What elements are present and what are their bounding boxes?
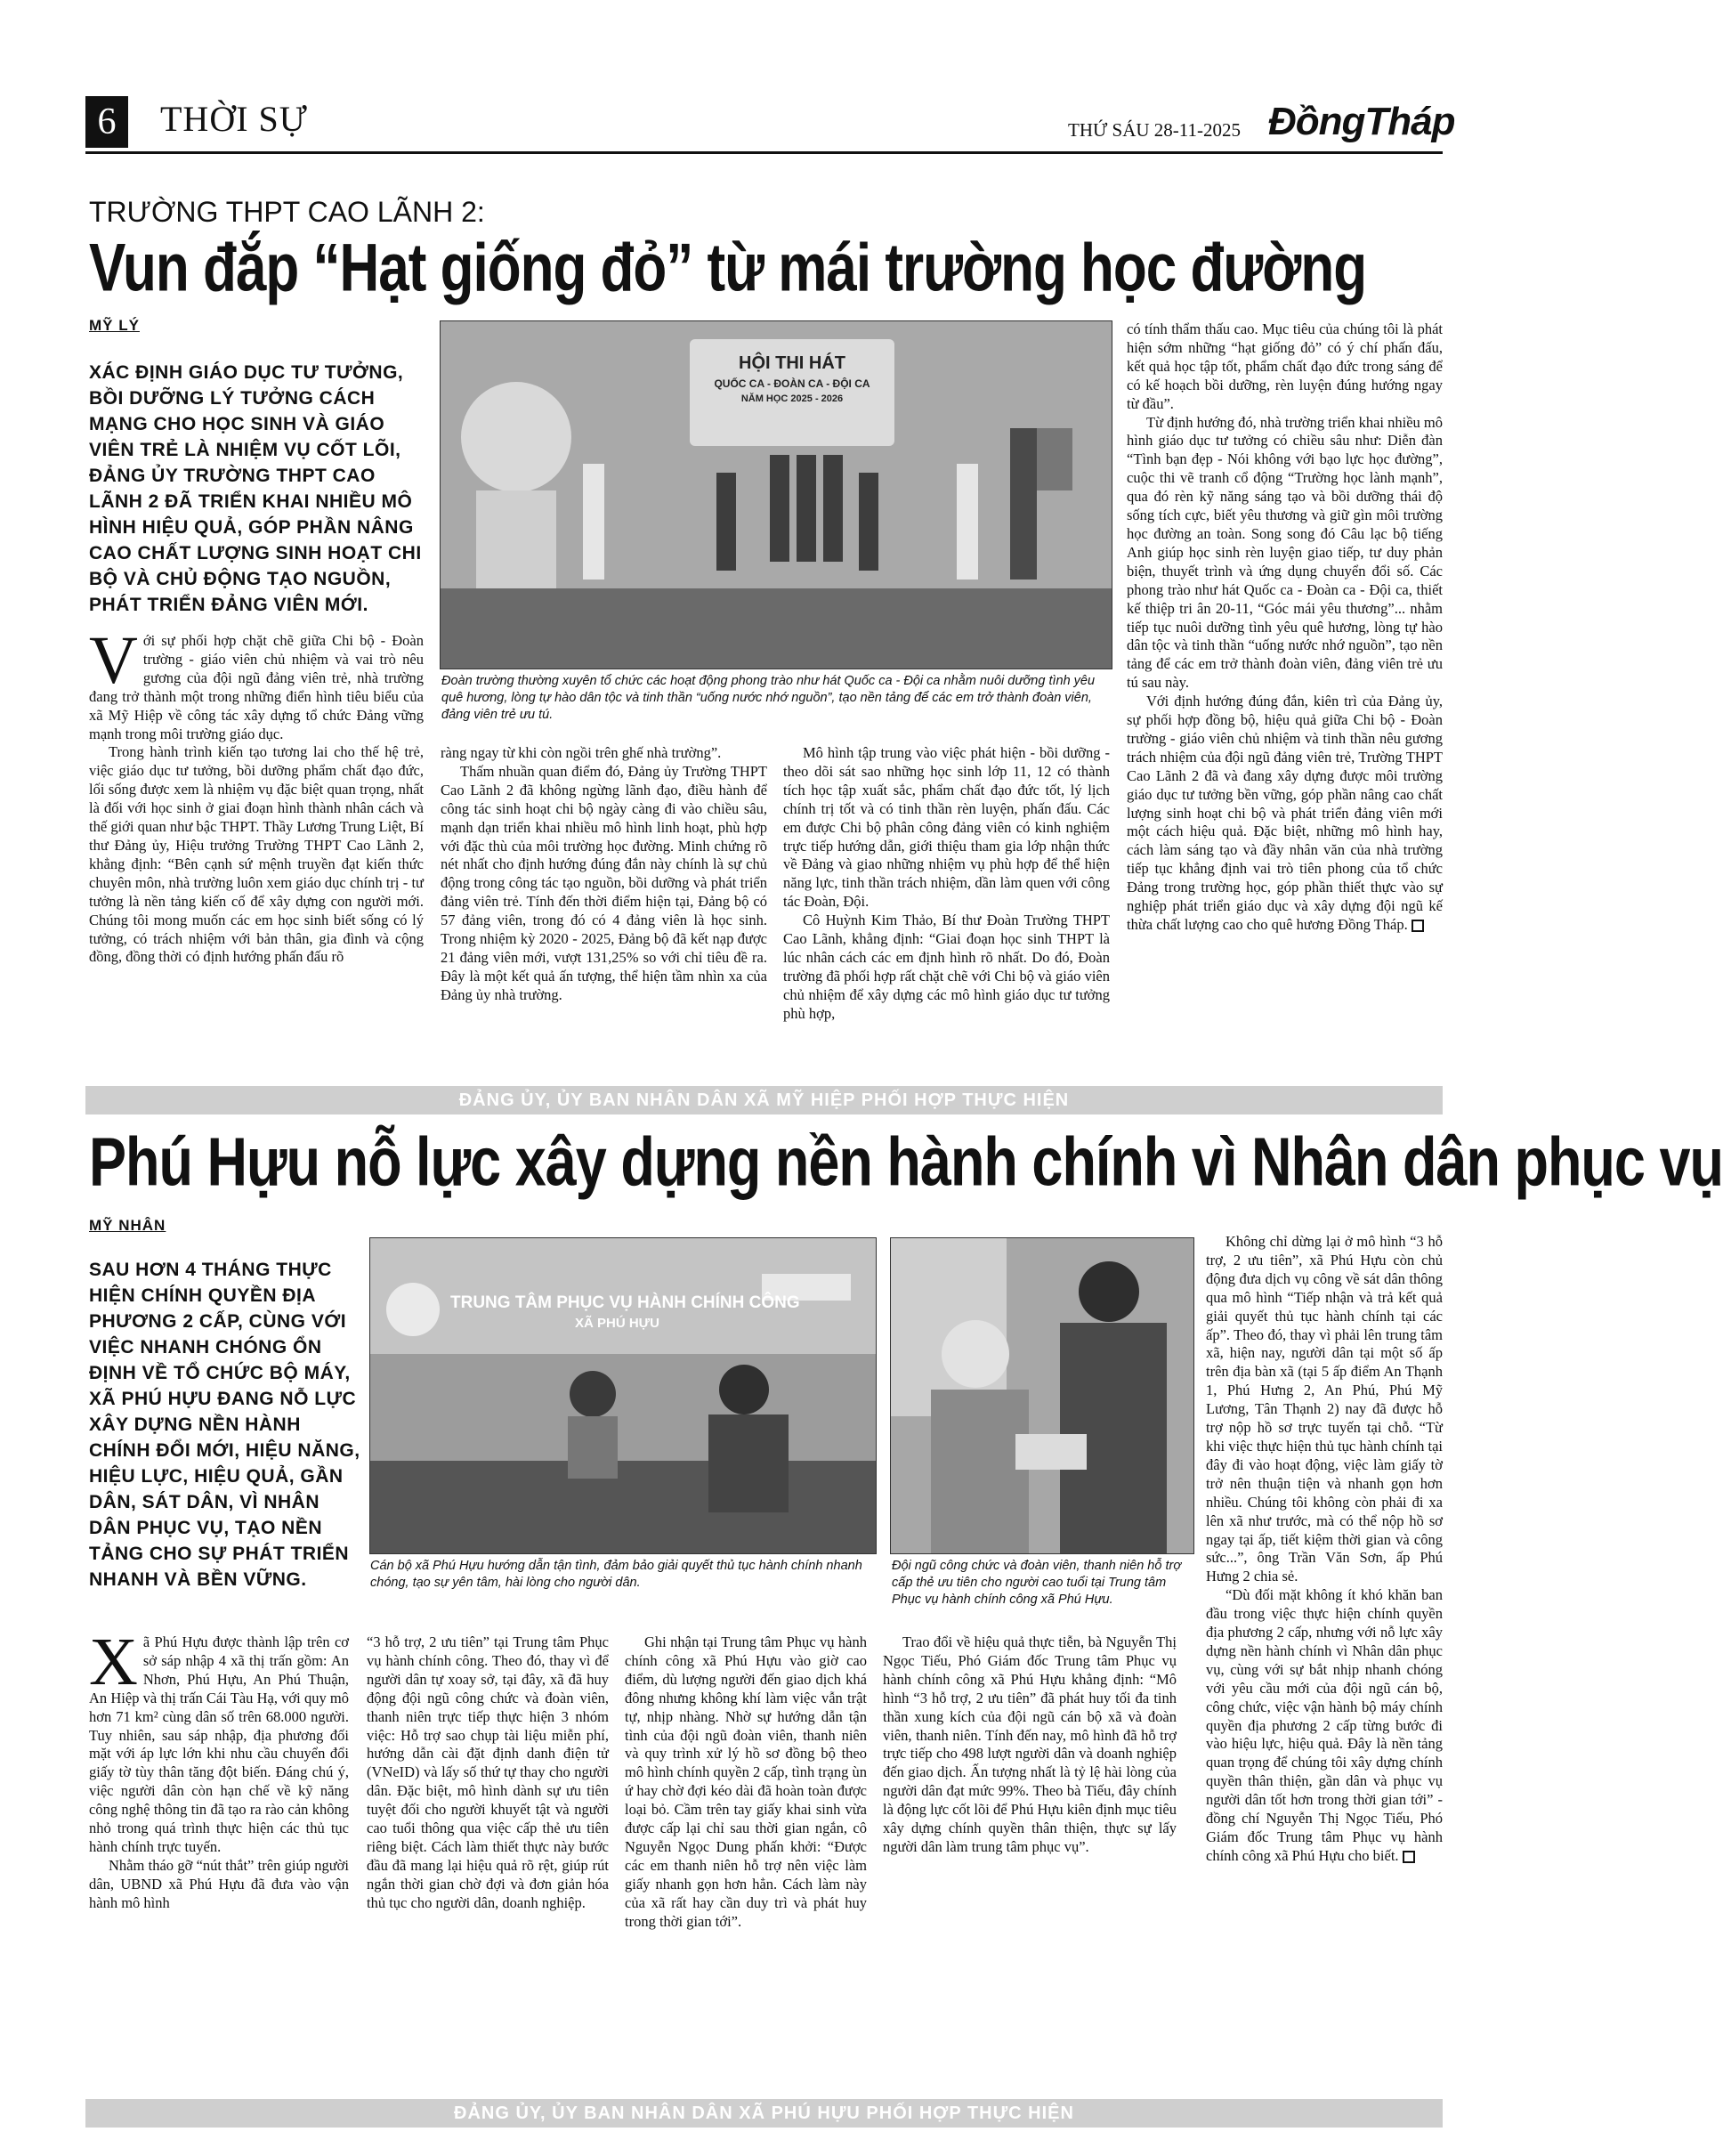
paragraph: Không chỉ dừng lại ở mô hình “3 hỗ trợ, 2 ưu tiên”, xã Phú Hựu còn chủ động đưa dịch vụ công về sát dân thông qua mô hình “Tiếp nhận và trả kết quả giải quyết thủ tục hành chính tại các ấp”. Theo đó, thay vì phải lên trung tâm xã, hiện nay, người dân tại một số ấp trên địa bàn xã (tại 5 ấp điểm An Thạnh 1, Phú Hưng 2, An Phú, Phú Mỹ Lương, Tân Thạnh 2) nay đã được hỗ trợ nộp hồ sơ trực tuyến tại chỗ. “Từ khi việc thực hiện thủ tục hành chính tại đây đi vào hoạt động, việc làm giấy tờ trở nên thuận tiện và nhanh gọn hơn nhiều. Chúng tôi không còn phải đi xa lên xã như trước, mà có thể nộp hồ sơ ngay tại ấp, tiết kiệm thời gian và công sức...”, ông Trần Văn Sơn, ấp Phú Hưng 2 chia sẻ. <box>1206 1233 1443 1585</box>
article2-sapo: SAU HƠN 4 THÁNG THỰC HIỆN CHÍNH QUYỀN ĐỊA PHƯƠNG 2 CẤP, CÙNG VỚI VIỆC NHANH CHÓNG ỔN ĐỊNH VỀ TỔ CHỨC BỘ MÁY, XÃ PHÚ HỰU ĐANG NỖ LỰC XÂY DỰNG NỀN HÀNH CHÍNH ĐỔI MỚI, HIỆU NĂNG, HIỆU LỰC, HIỆU QUẢ, GẦN DÂN, SÁT DÂN, VÌ NHÂN DÂN PHỤC VỤ, TẠO NỀN TẢNG CHO SỰ PHÁT TRIỂN NHANH VÀ BỀN VỮNG. <box>89 1260 360 1590</box>
paragraph: Trong hành trình kiến tạo tương lai cho thế hệ trẻ, việc giáo dục tư tưởng, bồi dưỡng phẩm chất đạo đức, lối sống được xem là nhiệm vụ đặc biệt quan trọng, nhất là đối với học sinh ở giai đoạn hình thành nhân cách và thế giới quan như bậc THPT. Thầy Lương Trung Liệt, Bí thư Đảng ủy, Hiệu trưởng Trường THPT Cao Lãnh 2, khẳng định: “Bên cạnh sứ mệnh truyền đạt kiến thức chuyên môn, nhà trường luôn xem giáo dục chính trị - tư tưởng là nền tảng kiến cố để xây dựng con người mới. Chúng tôi mong muốn các em học sinh biết sống có lý tưởng, có trách nhiệm với bản thân, gia đình và cộng đồng, đồng thời có định hướng phấn đấu rõ <box>89 743 424 966</box>
article1-column-3 <box>783 744 1110 1024</box>
photo-sign-title: TRUNG TÂM PHỤC VỤ HÀNH CHÍNH CÔNG <box>450 1293 800 1312</box>
article2-photo-2-caption: Đội ngũ công chức và đoàn viên, thanh niên hỗ trợ cấp thẻ ưu tiên cho người cao tuổi tại Trung tâm Phục vụ hành chính công xã Phú Hựu. <box>892 1559 1182 1607</box>
paragraph: “Dù đối mặt không ít khó khăn ban đầu trong việc thực hiện chính quyền địa phương 2 cấp, nhưng với nỗ lực xây dựng nền hành chính vì Nhân dân phục vụ, cùng với sự bắt nhịp nhanh chóng với yêu cầu mới của đội ngũ cán bộ, công chức, việc vận hành bộ máy chính quyền địa phương 2 cấp từng bước đi vào hiệu lực, hiệu quả. Đây là nền tảng quan trọng để chúng tôi xây dựng chính quyền thân thiện, gần dân và phục vụ người dân tốt hơn trong thời gian tới” - đồng chí Nguyễn Thị Ngọc Tiếu, Phó Giám đốc Trung tâm Phục vụ hành chính công xã Phú Hựu cho biết. <box>1206 1586 1443 1864</box>
paragraph: Từ định hướng đó, nhà trường triển khai nhiều mô hình giáo dục tư tưởng có chiều sâu như: Diễn đàn “Tình bạn đẹp - Nói không với bạo lực học đường”, cuộc thi vẽ tranh cổ động “Trường học lành mạnh”, qua đó rèn kỹ năng sáng tạo và bồi dưỡng thái độ sống tích cực, biết yêu thương và giữ gìn môi trường học đường an toàn. Song song đó Câu lạc bộ tiếng Anh giúp học sinh rèn luyện giao tiếp, tư duy phản biện, thuyết trình và ứng dụng chuyển đổi số. Các phong trào như hát Quốc ca - Đoàn ca - Đội ca, thiết kế thiệp tri ân 20-11, “Góc mái yêu thương”... nhằm tiếp tục nuôi dưỡng tình yêu quê hương, lòng tự hào dân tộc và tinh thần “uống nước nhớ nguồn”, tạo nền tảng để các em trở thành đoàn viên, đảng viên trẻ ưu tú sau này. <box>1127 413 1443 692</box>
paragraph: Mô hình tập trung vào việc phát hiện - bồi dưỡng - theo dõi sát sao những học sinh lớp 11, 12 có thành tích học tập xuất sắc, phẩm chất đạo đức tốt, lý lịch chính trị tốt và có tinh thần rèn luyện, phấn đấu. Các em được Chi bộ phân công đảng viên có kinh nghiệm trực tiếp hướng dẫn, giới thiệu tham gia lớp nhận thức về Đảng và giao những nhiệm vụ phù hợp để thể hiện năng lực, tinh thần trách nhiệm, dần làm quen với công tác Đoàn, Đội. <box>783 744 1110 911</box>
paragraph: Nhằm tháo gỡ “nút thắt” trên giúp người dân, UBND xã Phú Hựu đã đưa vào vận hành mô hình <box>89 1856 349 1911</box>
section-label: THỜI SỰ <box>160 99 308 139</box>
paragraph: ới sự phối hợp chặt chẽ giữa Chi bộ - Đoàn trường - giáo viên chủ nhiệm và vai trò nêu gương của đội ngũ đảng viên trẻ, nhà trường đang trở thành một trong những điển hình tiêu biểu của xã Mỹ Hiệp về công tác xây dựng tổ chức Đảng vững mạnh trong môi trường giáo dục. <box>89 632 424 742</box>
photo-sign-sub: XÃ PHÚ HỰU <box>575 1316 659 1331</box>
article2-column-5 <box>1206 1233 1443 1866</box>
photo-banner-year: NĂM HỌC 2025 - 2026 <box>740 393 844 404</box>
article1-photo <box>440 320 1112 669</box>
article1-photo-caption: Đoàn trường thường xuyên tổ chức các hoạt động phong trào như hát Quốc ca - Đội ca nhằm nuôi dưỡng tình yêu quê hương, lòng tự hào dân tộc và tinh thần “uống nước nhớ nguồn”, tạo nền tảng để các em trở thành đoàn viên, đảng viên trẻ ưu tú. <box>441 674 1096 722</box>
paragraph: Ghi nhận tại Trung tâm Phục vụ hành chính công xã Phú Hựu vào giờ cao điểm, dù lượng người đến giao dịch khá đông nhưng không khí làm việc vẫn trật tự, nhịp nhàng. Nhờ sự hướng dẫn tận tình của đội ngũ đoàn viên, thanh niên và quy trình xử lý hồ sơ đồng bộ theo mô hình chính quyền 2 cấp, tình trạng ùn ứ hay chờ đợi kéo dài đã hoàn toàn được loại bỏ. Cầm trên tay giấy khai sinh vừa được cấp lại chỉ sau thời gian ngắn, cô Nguyễn Ngọc Dung phấn khởi: “Được các em thanh niên hỗ trợ nên việc làm giấy nhanh gọn hơn hẳn. Cách làm này của xã rất hay cần duy trì và phát huy trong thời gian tới”. <box>625 1633 867 1930</box>
article2-column-2 <box>367 1633 609 1913</box>
article1-column-4 <box>1127 320 1443 935</box>
article2-column-4 <box>883 1633 1177 1857</box>
page-number: 6 <box>85 96 128 148</box>
paragraph: Thấm nhuần quan điểm đó, Đảng ủy Trường THPT Cao Lãnh 2 đã không ngừng lãnh đạo, điều hành để công tác sinh hoạt chi bộ ngày càng đi vào chiều sâu, mạnh dạn triển khai nhiều mô hình linh hoạt, phù hợp với đặc thù của môi trường học đường. Minh chứng rõ nét nhất cho định hướng đúng đắn này chính là sự chủ động trong công tác tạo nguồn, bồi dưỡng và phát triển đảng viên trẻ. Tính đến thời điểm hiện tại, Đảng bộ có 57 đảng viên, trong đó có 4 đảng viên là học sinh. Trong nhiệm kỳ 2020 - 2025, Đảng bộ đã kết nạp được 21 đảng viên mới, vượt 131,25% so với chỉ tiêu đề ra. Đây là một kết quả ấn tượng, thể hiện tầm nhìn xa của Đảng ủy nhà trường. <box>441 762 767 1003</box>
issue-date: THỨ SÁU 28-11-2025 <box>1068 119 1242 141</box>
dropcap: X <box>89 1625 138 1699</box>
elderly-support-illustration <box>891 1238 1193 1553</box>
newspaper-logo: ĐồngTháp <box>1268 100 1455 143</box>
article2-photo-2 <box>890 1237 1194 1554</box>
paragraph: Cô Huỳnh Kim Thảo, Bí thư Đoàn Trường THPT Cao Lãnh, khẳng định: “Giai đoạn học sinh THPT là lúc nhân cách các em định hình rõ nhất. Do đó, Đoàn trường đã phối hợp rất chặt chẽ với Chi bộ và giáo viên chủ nhiệm để xây dựng các mô hình giáo dục tư tưởng phù hợp, <box>783 912 1110 1022</box>
article2-sponsor-banner: ĐẢNG ỦY, ỦY BAN NHÂN DÂN XÃ PHÚ HỰU PHỐI HỢP THỰC HIỆN <box>85 2099 1443 2128</box>
article1-sapo: XÁC ĐỊNH GIÁO DỤC TƯ TƯỞNG, BỒI DƯỠNG LÝ TƯỞNG CÁCH MẠNG CHO HỌC SINH VÀ GIÁO VIÊN TRẺ LÀ NHIỆM VỤ CỐT LÕI, ĐẢNG ỦY TRƯỜNG THPT CAO LÃNH 2 ĐÃ TRIỂN KHAI NHIỀU MÔ HÌNH HIỆU QUẢ, GÓP PHẦN NÂNG CAO CHẤT LƯỢNG SINH HOẠT CHI BỘ VÀ CHỦ ĐỘNG TẠO NGUỒN, PHÁT TRIỂN ĐẢNG VIÊN MỚI. <box>89 362 422 615</box>
article2-column-1 <box>89 1625 349 1913</box>
paragraph: Với định hướng đúng đắn, kiên trì của Đảng ủy, sự phối hợp đồng bộ, hiệu quả giữa Chi bộ - Đoàn trường - giáo viên chủ nhiệm và tinh thần nêu gương trách nhiệm của đội ngũ đảng viên trẻ, Trường THPT Cao Lãnh 2 đã và đang xây dựng được môi trường giáo dục tư tưởng bền vững, góp phần nâng cao chất lượng sinh hoạt chi bộ và phát triển đảng viên mới một cách hiệu quả. Đặc biệt, những mô hình hay, cách làm sáng tạo và đầy nhân văn của nhà trường tiếp tục khẳng định vai trò tiên phong của tổ chức Đảng trong trường học, góp phần thiết thực vào sự nghiệp phát triển giáo dục và xây dựng đội ngũ kế thừa chất lượng cao cho quê hương Đồng Tháp. <box>1127 693 1443 933</box>
end-mark-icon <box>1403 1851 1415 1863</box>
paragraph: có tính thẩm thấu cao. Mục tiêu của chúng tôi là phát hiện sớm những “hạt giống đỏ” có ý chí phấn đấu, kết quả học tập tốt, phẩm chất đạo đức trong sáng để có kế hoạch bồi dưỡng, rèn luyện đúng hướng ngay từ đầu”. <box>1127 320 1443 412</box>
paragraph: ã Phú Hựu được thành lập trên cơ sở sáp nhập 4 xã thị trấn gồm: An Nhơn, Phú Hựu, An Phú Thuận, An Hiệp và thị trấn Cái Tàu Hạ, với quy mô hơn 71 km² cùng dân số trên 68.000 người. Tuy nhiên, sau sáp nhập, địa phương đối mặt với áp lực lớn khi nhu cầu chuyển đổi giấy tờ tùy thân tăng đột biến. Đáng chú ý, việc người dân còn hạn chế về kỹ năng công nghệ thông tin đã tạo ra rào cản không nhỏ trong quá trình thực hiện các thủ tục hành chính trực tuyến. <box>89 1633 349 1855</box>
dropcap: V <box>89 623 138 698</box>
article2-column-3 <box>625 1633 867 1932</box>
paragraph: ràng ngay từ khi còn ngồi trên ghế nhà trường”. <box>441 744 722 761</box>
article1-kicker: TRƯỜNG THPT CAO LÃNH 2: <box>89 196 485 228</box>
service-center-illustration <box>370 1238 876 1553</box>
paragraph: Trao đổi về hiệu quả thực tiễn, bà Nguyễn Thị Ngọc Tiếu, Phó Giám đốc Trung tâm Phục vụ hành chính công xã Phú Hựu khẳng định: “Mô hình “3 hỗ trợ, 2 ưu tiên” đã phát huy tối đa tinh thần xung kích của đội ngũ cán bộ xã và đoàn viên, thanh niên. Tính đến nay, mô hình đã hỗ trợ trực tiếp cho 498 lượt người dân và doanh nghiệp đến giao dịch. Ấn tượng nhất là tỷ lệ hài lòng của người dân đạt mức 99%. Theo bà Tiếu, đây chính là động lực cốt lõi để Phú Hựu kiên định mục tiêu xây dựng chính quyền thân thiện, thực sự lấy người dân làm trung tâm phục vụ”. <box>883 1633 1177 1855</box>
end-mark-icon <box>1412 920 1424 932</box>
article1-headline: Vun đắp “Hạt giống đỏ” từ mái trường học đường <box>89 231 1367 306</box>
header-rule <box>85 151 1443 154</box>
photo-banner-sub: QUỐC CA - ĐOÀN CA - ĐỘI CA <box>714 377 870 390</box>
paragraph: “3 hỗ trợ, 2 ưu tiên” tại Trung tâm Phục vụ hành chính công. Theo đó, thay vì để người dân tự xoay sở, tại đây, xã đã huy động đội ngũ công chức và đoàn viên, thanh niên trực tiếp thực hiện 3 nhóm việc: Hỗ trợ sao chụp tài liệu miễn phí, hướng dẫn cài đặt định danh điện tử (VNeID) và lấy số thứ tự thay cho người dân. Đặc biệt, mô hình dành sự ưu tiên tuyệt đối cho người khuyết tật và người cao tuổi thông qua việc cấp thẻ ưu tiên riêng biệt. Cách làm thiết thực này bước đầu đã mang lại hiệu quả rõ rệt, giúp rút ngắn thời gian chờ đợi và đơn giản hóa thủ tục cho người dân, doanh nghiệp. <box>367 1633 609 1911</box>
photo-banner-title: HỘI THI HÁT <box>739 353 845 373</box>
article2-photo-1-caption: Cán bộ xã Phú Hựu hướng dẫn tận tình, đảm bảo giải quyết thủ tục hành chính nhanh chóng, tạo sự yên tâm, hài lòng cho người dân. <box>370 1559 862 1590</box>
article1-sponsor-banner: ĐẢNG ỦY, ỦY BAN NHÂN DÂN XÃ MỸ HIỆP PHỐI HỢP THỰC HIỆN <box>85 1086 1443 1114</box>
article2-photo-1 <box>369 1237 877 1554</box>
article2-headline: Phú Hựu nỗ lực xây dựng nền hành chính vì Nhân dân phục vụ <box>89 1124 1723 1201</box>
article1-column-2 <box>441 744 767 1005</box>
article1-byline: MỸ LÝ <box>89 317 140 334</box>
article2-byline: MỸ NHÂN <box>89 1217 166 1234</box>
article1-column-1 <box>89 623 424 967</box>
